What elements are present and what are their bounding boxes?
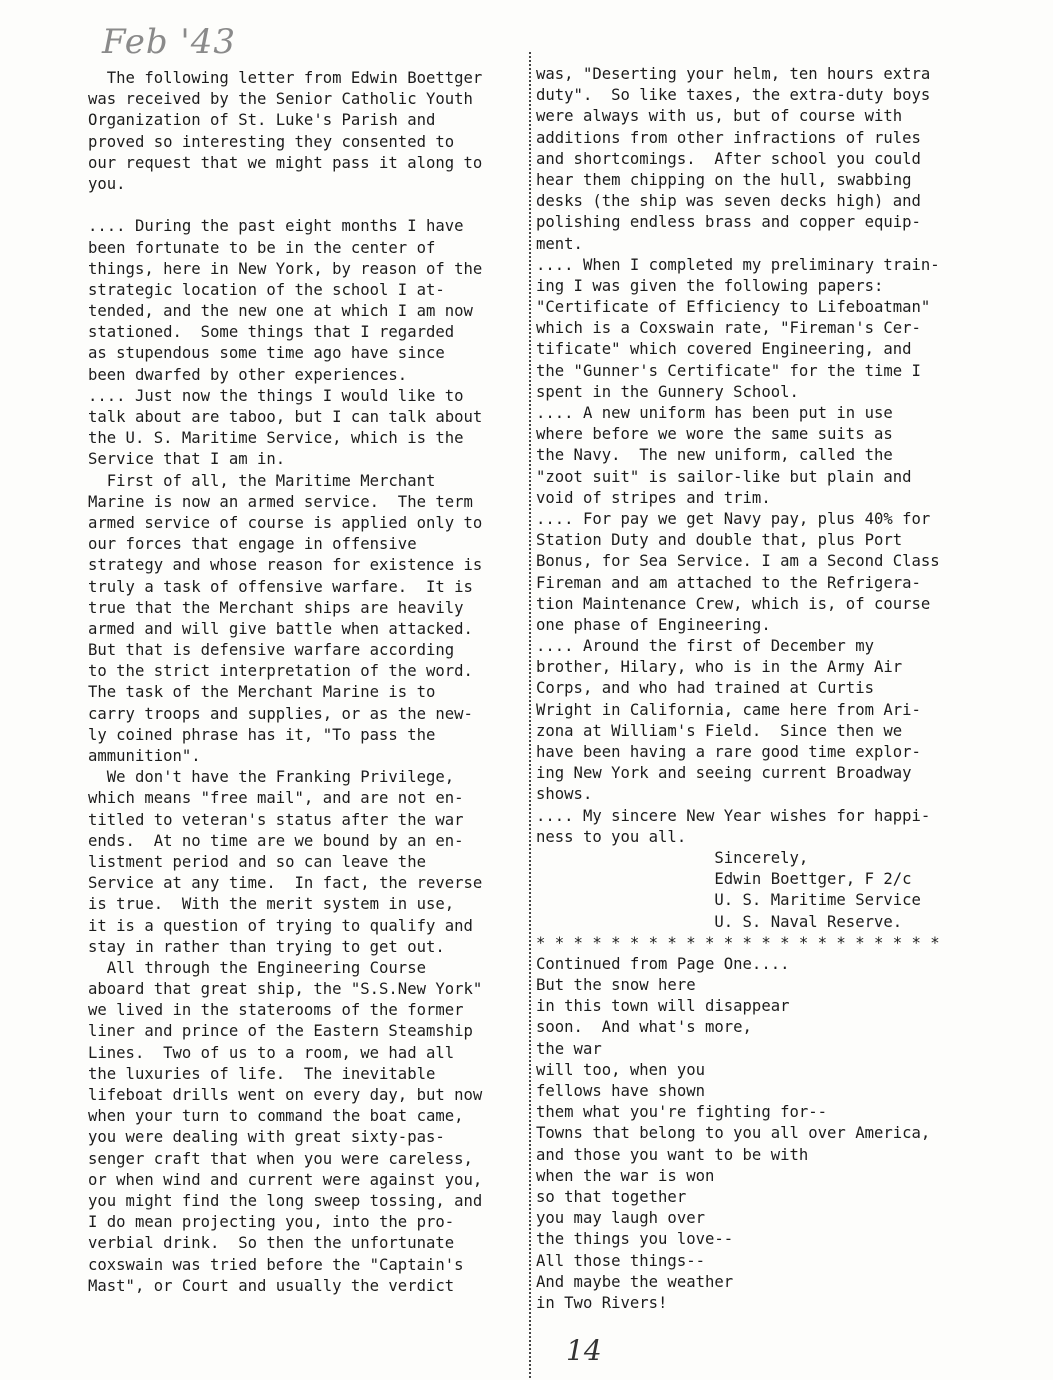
text-line: ing New York and seeing current Broadway bbox=[536, 764, 912, 783]
text-line: Organization of St. Luke's Parish and bbox=[88, 111, 436, 130]
text-line: polishing endless brass and copper equip- bbox=[536, 213, 921, 232]
text-line: so that together bbox=[536, 1187, 687, 1206]
text-line: you. bbox=[88, 174, 126, 193]
text-line: desks (the ship was seven decks high) and bbox=[536, 192, 921, 211]
text-line: additions from other infractions of rules bbox=[536, 128, 921, 147]
text-line: titled to veteran's status after the war bbox=[88, 810, 464, 829]
text-line: ment. bbox=[536, 234, 583, 253]
text-line: All through the Engineering Course bbox=[88, 958, 426, 977]
text-line: ends. At no time are we bound by an en- bbox=[88, 831, 464, 850]
text-line: ammunition". bbox=[88, 747, 201, 765]
text-line: verbial drink. So then the unfortunate bbox=[88, 1234, 455, 1253]
text-line: Wright in California, came here from Ari- bbox=[536, 700, 921, 719]
text-line: tificate" which covered Engineering, and bbox=[536, 340, 912, 359]
text-line: I do mean projecting you, into the pro- bbox=[88, 1213, 455, 1232]
text-line: you may laugh over bbox=[536, 1209, 705, 1228]
text-line: where before we wore the same suits as bbox=[536, 425, 893, 444]
text-line: been dwarfed by other experiences. bbox=[88, 365, 408, 384]
text-line: stationed. Some things that I regarded bbox=[88, 323, 455, 342]
text-line: which means "free mail", and are not en- bbox=[88, 789, 464, 808]
text-line: Edwin Boettger, F 2/c bbox=[536, 870, 912, 889]
text-line: as stupendous some time ago have since bbox=[88, 344, 445, 363]
text-line: Sincerely, bbox=[536, 848, 809, 867]
text-line: Corps, and who had trained at Curtis bbox=[536, 679, 874, 698]
text-line: armed and will give battle when attacked. bbox=[88, 619, 473, 638]
text-line: them what you're fighting for-- bbox=[536, 1103, 828, 1122]
text-line: and those you want to be with bbox=[536, 1145, 809, 1164]
text-line: All those things-- bbox=[536, 1251, 705, 1270]
letter-left-column bbox=[88, 68, 482, 1297]
text-line: our forces that engage in offensive bbox=[88, 535, 417, 554]
text-line: and shortcomings. After school you could bbox=[536, 149, 921, 168]
text-line: .... During the past eight months I have bbox=[88, 217, 464, 236]
text-line: or when wind and current were against you, bbox=[88, 1170, 483, 1189]
text-line: lifeboat drills went on every day, but now bbox=[88, 1086, 483, 1104]
text-line: have been having a rare good time explor- bbox=[536, 743, 921, 761]
text-line: .... Around the first of December my bbox=[536, 637, 874, 656]
text-line: Lines. Two of us to a room, we had all bbox=[88, 1043, 455, 1062]
text-line: in this town will disappear bbox=[536, 997, 790, 1016]
text-line: armed service of course is applied only to bbox=[88, 513, 483, 532]
text-line: is true. With the merit system in use, bbox=[88, 895, 455, 914]
text-line: ing I was given the following papers: bbox=[536, 276, 884, 295]
text-line: to the strict interpretation of the word. bbox=[88, 662, 473, 681]
text-line: duty". So like taxes, the extra-duty boys bbox=[536, 86, 931, 105]
text-line: .... When I completed my preliminary train- bbox=[536, 255, 940, 274]
text-line: U. S. Maritime Service bbox=[536, 891, 921, 910]
handwritten-date: Feb '43 bbox=[102, 22, 237, 62]
text-line: tion Maintenance Crew, which is, of course bbox=[536, 594, 931, 613]
text-line: when your turn to command the boat came, bbox=[88, 1107, 464, 1126]
text-line: .... A new uniform has been put in use bbox=[536, 404, 893, 422]
text-line: been fortunate to be in the center of bbox=[88, 238, 436, 257]
text-line: Service that I am in. bbox=[88, 450, 286, 469]
text-line: the things you love-- bbox=[536, 1230, 734, 1249]
text-line: one phase of Engineering. bbox=[536, 615, 771, 634]
text-line: The following letter from Edwin Boettger bbox=[88, 69, 483, 87]
text-line: hear them chipping on the hull, swabbing bbox=[536, 170, 912, 189]
text-line: zona at William's Field. Since then we bbox=[536, 721, 903, 740]
text-line: proved so interesting they consented to bbox=[88, 132, 455, 151]
text-line: truly a task of offensive warfare. It is bbox=[88, 577, 473, 596]
text-line: * * * * * * * * * * * * * * * * * * * * * * bbox=[536, 933, 940, 952]
text-line: tended, and the new one at which I am now bbox=[88, 302, 473, 321]
text-line: the Navy. The new uniform, called the bbox=[536, 446, 893, 465]
text-line: U. S. Naval Reserve. bbox=[536, 912, 903, 931]
text-line: ness to you all. bbox=[536, 827, 687, 846]
text-line: when the war is won bbox=[536, 1166, 715, 1185]
text-line: listment period and so can leave the bbox=[88, 852, 426, 871]
text-line: coxswain was tried before the "Captain's bbox=[88, 1255, 464, 1274]
text-line: was received by the Senior Catholic Youth bbox=[88, 90, 473, 109]
text-line: We don't have the Franking Privilege, bbox=[88, 768, 455, 787]
text-line: Mast", or Court and usually the verdict bbox=[88, 1276, 455, 1295]
text-line: Towns that belong to you all over America, bbox=[536, 1124, 931, 1143]
text-line: void of stripes and trim. bbox=[536, 488, 771, 507]
text-line: talk about are taboo, but I can talk about bbox=[88, 408, 483, 426]
text-line: in Two Rivers! bbox=[536, 1293, 668, 1312]
text-line: The task of the Merchant Marine is to bbox=[88, 683, 436, 702]
text-line: First of all, the Maritime Merchant bbox=[88, 471, 436, 490]
text-line: soon. And what's more, bbox=[536, 1018, 752, 1037]
text-line: you might find the long sweep tossing, and bbox=[88, 1191, 483, 1210]
text-line: which is a Coxswain rate, "Fireman's Cer- bbox=[536, 319, 921, 338]
text-line: Bonus, for Sea Service. I am a Second Class bbox=[536, 552, 940, 571]
text-line: But that is defensive warfare according bbox=[88, 641, 455, 660]
text-line: .... For pay we get Navy pay, plus 40% for bbox=[536, 509, 931, 528]
text-line: the war bbox=[536, 1039, 602, 1058]
text-line: true that the Merchant ships are heavily bbox=[88, 598, 464, 617]
text-line: were always with us, but of course with bbox=[536, 107, 903, 126]
text-line: Service at any time. In fact, the reverse bbox=[88, 874, 483, 893]
text-line: you were dealing with great sixty-pas- bbox=[88, 1128, 445, 1147]
column-divider bbox=[529, 52, 531, 1378]
letter-right-column bbox=[536, 64, 940, 1314]
text-line: our request that we might pass it along to bbox=[88, 153, 483, 172]
text-line: fellows have shown bbox=[536, 1082, 705, 1100]
text-line: "Certificate of Efficiency to Lifeboatman" bbox=[536, 298, 931, 317]
text-line: Continued from Page One.... bbox=[536, 954, 790, 973]
text-line: ly coined phrase has it, "To pass the bbox=[88, 725, 436, 744]
text-line: liner and prince of the Eastern Steamship bbox=[88, 1022, 473, 1041]
text-line: the luxuries of life. The inevitable bbox=[88, 1064, 436, 1083]
text-line: "zoot suit" is sailor-like but plain and bbox=[536, 467, 912, 486]
paragraph-gap bbox=[88, 195, 482, 216]
handwritten-page-number: 14 bbox=[566, 1334, 602, 1367]
text-line: stay in rather than trying to get out. bbox=[88, 937, 445, 956]
text-line: it is a question of trying to qualify and bbox=[88, 916, 473, 935]
text-line: .... Just now the things I would like to bbox=[88, 386, 464, 405]
text-line: And maybe the weather bbox=[536, 1272, 734, 1291]
text-line: senger craft that when you were careless, bbox=[88, 1149, 473, 1168]
text-line: the "Gunner's Certificate" for the time I bbox=[536, 361, 921, 380]
text-line: will too, when you bbox=[536, 1060, 705, 1079]
text-line: aboard that great ship, the "S.S.New York" bbox=[88, 980, 483, 999]
text-line: strategic location of the school I at- bbox=[88, 280, 445, 299]
text-line: shows. bbox=[536, 785, 593, 804]
text-line: Station Duty and double that, plus Port bbox=[536, 531, 903, 550]
text-line: carry troops and supplies, or as the new- bbox=[88, 704, 473, 723]
text-line: was, "Deserting your helm, ten hours extra bbox=[536, 65, 931, 83]
text-line: .... My sincere New Year wishes for happi- bbox=[536, 806, 931, 825]
text-line: things, here in New York, by reason of the bbox=[88, 259, 483, 278]
text-line: But the snow here bbox=[536, 976, 696, 995]
text-line: we lived in the staterooms of the former bbox=[88, 1001, 464, 1020]
text-line: Fireman and am attached to the Refrigera- bbox=[536, 573, 921, 592]
text-line: brother, Hilary, who is in the Army Air bbox=[536, 658, 903, 677]
text-line: Marine is now an armed service. The term bbox=[88, 492, 473, 511]
text-line: spent in the Gunnery School. bbox=[536, 382, 799, 401]
text-line: strategy and whose reason for existence is bbox=[88, 556, 483, 575]
text-line: the U. S. Maritime Service, which is the bbox=[88, 429, 464, 448]
